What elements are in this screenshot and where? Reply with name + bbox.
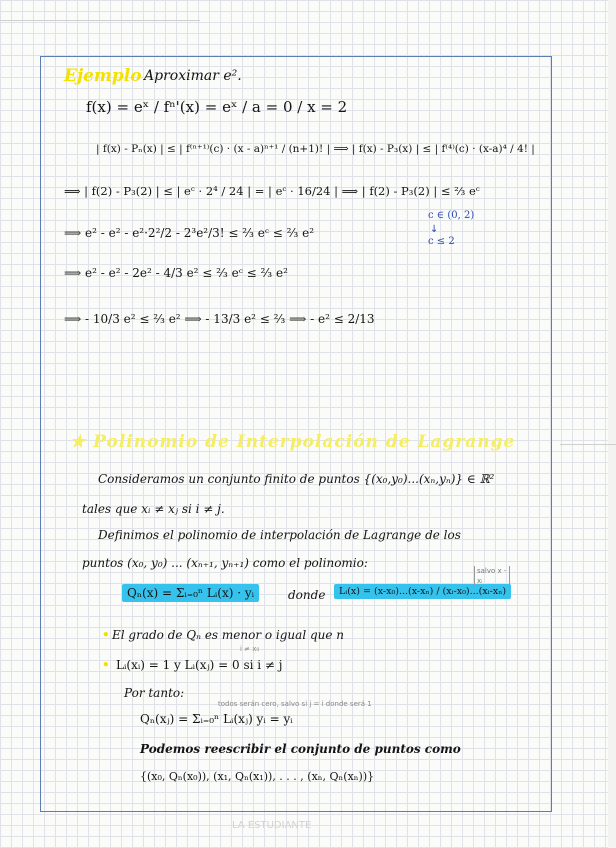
error-step-1: ⟹ | f(2) - P₃(2) | ≤ | eᶜ · 2⁴ / 24 | = | eᶜ · 16/24 | ⟹ | f(2) - P₃(2) | ≤ ⅔ eᶜ — [64, 184, 480, 198]
down-arrow-icon: ↓ — [430, 224, 439, 235]
ejemplo-heading: Ejemplo — [64, 66, 142, 86]
interpolation-result: Qₙ(xⱼ) = Σᵢ₌₀ⁿ Lᵢ(xⱼ) yᵢ = yᵢ — [140, 712, 293, 726]
rewrite-sentence: Podemos reescribir el conjunto de puntos como — [140, 742, 461, 756]
lagrange-polynomial-formula: Qₙ(x) = Σᵢ₌₀ⁿ Lᵢ(x) · yᵢ — [122, 584, 259, 602]
lagrange-basis-formula: Lᵢ(x) = (x-x₀)...(x-xₙ) / (xᵢ-x₀)...(xᵢ-xₙ) — [334, 584, 511, 599]
paragraph-line: Definimos el polinomio de interpolación de Lagrange de los — [98, 528, 461, 542]
error-bound-formula: | f(x) - Pₙ(x) | ≤ | f⁽ⁿ⁺¹⁾(c) · (x - a)ⁿ⁺¹ / (n+1)! | ⟹ | f(x) - P₃(x) | ≤ | f⁽⁴⁾(c) · (x-a)⁴ / 4! | — [96, 143, 535, 155]
error-step-3: ⟹ e² - e² - 2e² - 4/3 e² ≤ ⅔ eᶜ ≤ ⅔ e² — [64, 266, 288, 280]
bullet-basis-property: Lᵢ(xᵢ) = 1 y Lᵢ(xⱼ) = 0 si i ≠ j — [116, 658, 283, 672]
lagrange-section-heading: ★ Polinomio de Interpolación de Lagrange — [70, 432, 516, 452]
interval-note: c ∈ (0, 2) — [428, 210, 475, 221]
paragraph-line: puntos (x₀, y₀) ... (xₙ₊₁, yₙ₊₁) como el polinomio: — [82, 556, 368, 570]
error-step-2: ⟹ e² - e² - e²·2²/2 - 2³e²/3! ≤ ⅔ eᶜ ≤ ⅔ e² — [64, 226, 315, 240]
interval-note-2: c ≤ 2 — [428, 236, 455, 247]
result-annotation: todos serán cero, salvo si j = i donde será 1 — [218, 700, 372, 708]
rewrite-point-set: {(x₀, Qₙ(x₀)), (x₁, Qₙ(x₁)), . . . , (xₙ, Qₙ(xₙ))} — [140, 770, 375, 783]
error-step-4: ⟹ - 10/3 e² ≤ ⅔ e² ⟹ - 13/3 e² ≤ ⅔ ⟹ - e² ≤ 2/13 — [64, 312, 375, 326]
por-tanto-label: Por tanto: — [124, 686, 185, 700]
margin-side-note: salvo x - xᵢ — [474, 566, 510, 586]
bullet-icon: • — [102, 628, 110, 642]
small-annotation: i ≠ x₀ — [240, 645, 260, 653]
scan-edge-line — [560, 444, 616, 445]
scan-edge-line — [0, 20, 200, 21]
donde-label: donde — [288, 588, 326, 602]
bullet-icon: • — [102, 658, 110, 672]
ejemplo-task: Aproximar e². — [144, 68, 242, 84]
paragraph-line: tales que xᵢ ≠ xⱼ si i ≠ j. — [82, 502, 225, 516]
ejemplo-setup: f(x) = eˣ / fⁿ'(x) = eˣ / a = 0 / x = 2 — [86, 98, 348, 116]
footer-watermark: LA ESTUDIANTE — [232, 820, 312, 831]
paragraph-line: Consideramos un conjunto finito de puntos {(x₀,y₀)...(xₙ,yₙ)} ∈ ℝ² — [98, 472, 495, 486]
bullet-degree: El grado de Qₙ es menor o igual que n — [112, 628, 345, 642]
